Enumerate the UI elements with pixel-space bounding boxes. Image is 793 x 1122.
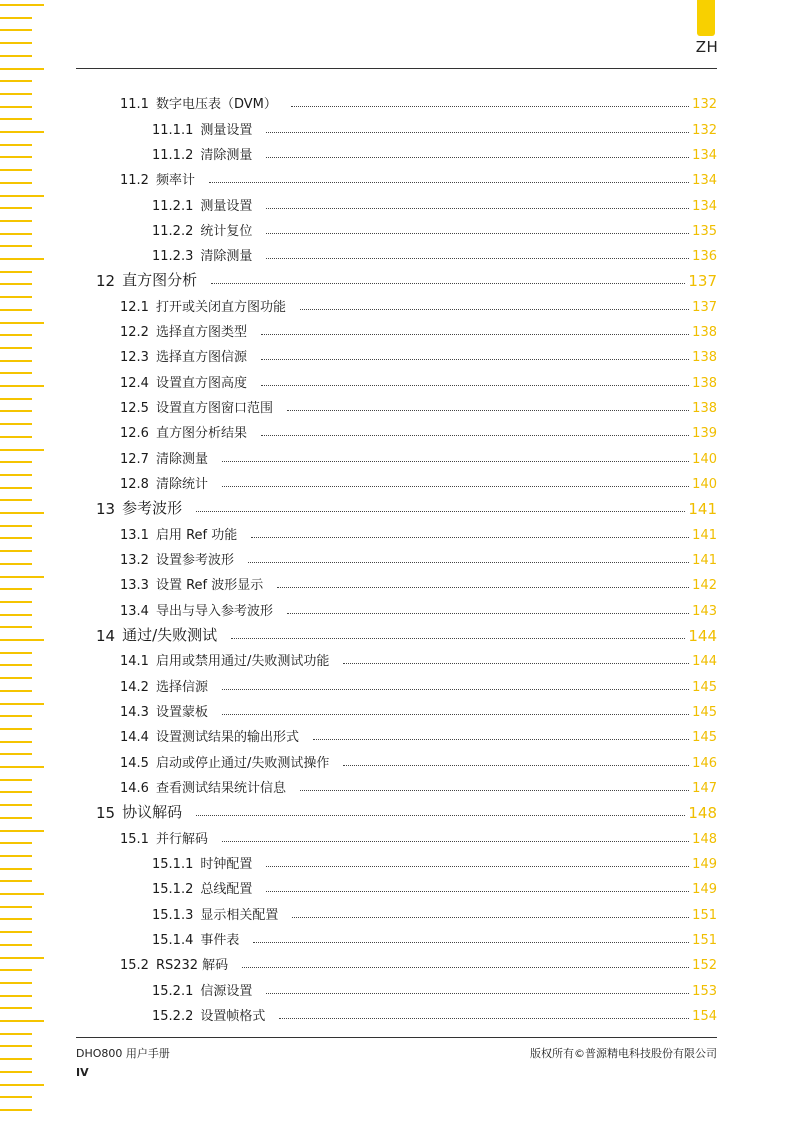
toc-dot-leader: [211, 283, 685, 284]
toc-chapter-entry[interactable]: [0, 800, 717, 822]
toc-title: 数字电压表（DVM）: [155, 97, 277, 112]
toc-page-number: 140: [692, 452, 717, 467]
toc-title: 设置直方图高度: [155, 376, 247, 391]
page-number: IV: [76, 1066, 89, 1079]
toc-dot-leader: [287, 410, 689, 411]
toc-title: 选择信源: [155, 680, 208, 695]
toc-page-number: 144: [688, 627, 717, 645]
toc-page-number: 137: [692, 300, 717, 315]
toc-page-number: 149: [692, 882, 717, 897]
margin-tick: [0, 1045, 32, 1047]
toc-dot-leader: [266, 208, 689, 209]
toc-title: 打开或关闭直方图功能: [155, 300, 286, 315]
toc-page-number: 148: [688, 804, 717, 822]
margin-tick: [0, 17, 32, 19]
toc-section-entry[interactable]: [0, 345, 717, 365]
toc-section-entry[interactable]: [0, 725, 717, 745]
toc-subsection-entry[interactable]: [0, 903, 717, 923]
toc-subsection-entry[interactable]: [0, 244, 717, 264]
margin-tick: [0, 29, 32, 31]
toc-dot-leader: [261, 385, 689, 386]
toc-page-number: 146: [692, 756, 717, 771]
toc-title: 并行解码: [155, 832, 208, 847]
toc-number: 15.1.1: [152, 857, 194, 872]
toc-dot-leader: [222, 714, 689, 715]
toc-subsection-entry[interactable]: [0, 979, 717, 999]
toc-dot-leader: [231, 638, 685, 639]
toc-dot-leader: [292, 917, 689, 918]
toc-number: 14: [96, 627, 116, 645]
toc-number: 12.1: [120, 300, 149, 315]
toc-page-number: 149: [692, 857, 717, 872]
margin-tick: [0, 1071, 32, 1073]
toc-dot-leader: [209, 182, 689, 183]
toc-number: 15.2.2: [152, 1009, 194, 1024]
toc-title: 统计复位: [200, 224, 253, 239]
toc-dot-leader: [343, 663, 689, 664]
toc-number: 11.1.1: [152, 123, 194, 138]
margin-tick: [0, 1109, 32, 1111]
toc-title: 时钟配置: [200, 857, 253, 872]
toc-page-number: 138: [692, 401, 717, 416]
toc-number: 13.4: [120, 604, 149, 619]
toc-dot-leader: [266, 866, 689, 867]
toc-number: 12.3: [120, 350, 149, 365]
toc-title: 设置直方图窗口范围: [155, 401, 273, 416]
toc-title: 信源设置: [200, 984, 253, 999]
toc-title: 清除测量: [200, 148, 253, 163]
toc-title: 参考波形: [122, 499, 183, 517]
toc-dot-leader: [266, 233, 689, 234]
toc-dot-leader: [242, 967, 689, 968]
toc-page-number: 151: [692, 908, 717, 923]
toc-title: 清除统计: [155, 477, 208, 492]
toc-number: 15.2.1: [152, 984, 194, 999]
toc-section-entry[interactable]: [0, 421, 717, 441]
toc-dot-leader: [266, 258, 689, 259]
toc-number: 15.1: [120, 832, 149, 847]
toc-title: 测量设置: [200, 123, 253, 138]
toc-dot-leader: [253, 942, 689, 943]
footer-copyright: 版权所有©普源精电科技股份有限公司: [530, 1047, 717, 1060]
toc-number: 15.2: [120, 958, 149, 973]
toc-page-number: 138: [692, 376, 717, 391]
margin-tick: [0, 1084, 44, 1086]
toc-chapter-entry[interactable]: [0, 623, 717, 645]
toc-number: 11.1.2: [152, 148, 194, 163]
toc-page-number: 134: [692, 148, 717, 163]
toc-page-number: 139: [692, 426, 717, 441]
toc-number: 14.3: [120, 705, 149, 720]
toc-section-entry[interactable]: [0, 371, 717, 391]
toc-title: 显示相关配置: [200, 908, 279, 923]
toc-page-number: 145: [692, 730, 717, 745]
margin-tick: [0, 68, 44, 70]
toc-dot-leader: [261, 435, 689, 436]
margin-tick: [0, 55, 32, 57]
toc-dot-leader: [248, 562, 689, 563]
toc-dot-leader: [196, 815, 685, 816]
toc-number: 14.2: [120, 680, 149, 695]
toc-dot-leader: [251, 537, 689, 538]
toc-chapter-entry[interactable]: [0, 496, 717, 518]
toc-number: 13.2: [120, 553, 149, 568]
language-tab-marker: [697, 0, 715, 36]
toc-title: 频率计: [155, 173, 195, 188]
toc-number: 12: [96, 272, 116, 290]
toc-page-number: 154: [692, 1009, 717, 1024]
toc-dot-leader: [279, 1018, 689, 1019]
toc-number: 13: [96, 500, 116, 518]
toc-title: 设置参考波形: [155, 553, 234, 568]
language-label: ZH: [695, 38, 719, 56]
toc-page-number: 141: [692, 528, 717, 543]
toc-number: 11.1: [120, 97, 149, 112]
toc-title: 直方图分析结果: [155, 426, 247, 441]
toc-subsection-entry[interactable]: [0, 877, 717, 897]
toc-dot-leader: [222, 486, 689, 487]
toc-title: 清除测量: [200, 249, 253, 264]
toc-page-number: 152: [692, 958, 717, 973]
toc-title: 设置 Ref 波形显示: [155, 578, 264, 593]
toc-dot-leader: [196, 511, 685, 512]
toc-page-number: 140: [692, 477, 717, 492]
toc-title: 选择直方图类型: [155, 325, 247, 340]
margin-tick: [0, 80, 32, 82]
toc-subsection-entry[interactable]: [0, 928, 717, 948]
margin-tick: [0, 1096, 32, 1098]
toc-dot-leader: [300, 309, 689, 310]
toc-title: 直方图分析: [122, 271, 198, 289]
footer-manual-title: DHO800 用户手册: [76, 1047, 170, 1060]
toc-number: 12.8: [120, 477, 149, 492]
margin-tick: [0, 1033, 32, 1035]
toc-dot-leader: [222, 689, 689, 690]
toc-section-entry[interactable]: [0, 447, 717, 467]
toc-dot-leader: [222, 841, 689, 842]
toc-page-number: 143: [692, 604, 717, 619]
toc-subsection-entry[interactable]: [0, 118, 717, 138]
toc-title: 选择直方图信源: [155, 350, 247, 365]
toc-page-number: 135: [692, 224, 717, 239]
toc-dot-leader: [261, 334, 689, 335]
toc-subsection-entry[interactable]: [0, 852, 717, 872]
toc-section-entry[interactable]: [0, 295, 717, 315]
toc-section-entry[interactable]: [0, 320, 717, 340]
toc-dot-leader: [291, 106, 689, 107]
toc-number: 11.2.1: [152, 199, 194, 214]
toc-dot-leader: [287, 613, 689, 614]
footer-divider: [76, 1037, 717, 1038]
toc-page-number: 137: [688, 272, 717, 290]
toc-dot-leader: [266, 891, 689, 892]
toc-page-number: 132: [692, 97, 717, 112]
toc-dot-leader: [266, 157, 689, 158]
toc-dot-leader: [300, 790, 689, 791]
toc-subsection-entry[interactable]: [0, 194, 717, 214]
toc-number: 15.1.3: [152, 908, 194, 923]
toc-page-number: 145: [692, 705, 717, 720]
toc-page-number: 138: [692, 350, 717, 365]
toc-section-entry[interactable]: [0, 675, 717, 695]
toc-number: 12.7: [120, 452, 149, 467]
toc-title: 设置测试结果的输出形式: [155, 730, 299, 745]
toc-page-number: 138: [692, 325, 717, 340]
toc-number: 14.4: [120, 730, 149, 745]
toc-title: 设置蒙板: [155, 705, 208, 720]
toc-number: 11.2.2: [152, 224, 194, 239]
toc-page-number: 141: [692, 553, 717, 568]
toc-section-entry[interactable]: [0, 599, 717, 619]
toc-number: 15: [96, 804, 116, 822]
toc-section-entry[interactable]: [0, 573, 717, 593]
toc-number: 14.6: [120, 781, 149, 796]
toc-page-number: 132: [692, 123, 717, 138]
toc-number: 11.2: [120, 173, 149, 188]
toc-section-entry[interactable]: [0, 548, 717, 568]
toc-title: 总线配置: [200, 882, 253, 897]
toc-title: 设置帧格式: [200, 1009, 266, 1024]
toc-title: 事件表: [200, 933, 240, 948]
toc-title: 启用 Ref 功能: [155, 528, 238, 543]
toc-page-number: 134: [692, 173, 717, 188]
toc-dot-leader: [266, 132, 689, 133]
toc-number: 12.5: [120, 401, 149, 416]
toc-number: 11.2.3: [152, 249, 194, 264]
toc-section-entry[interactable]: [0, 953, 717, 973]
toc-dot-leader: [261, 359, 689, 360]
toc-section-entry[interactable]: [0, 168, 717, 188]
margin-tick: [0, 4, 44, 6]
toc-dot-leader: [222, 461, 689, 462]
toc-dot-leader: [313, 739, 689, 740]
toc-subsection-entry[interactable]: [0, 1004, 717, 1024]
toc-title: 启用或禁用通过/失败测试功能: [155, 654, 330, 669]
toc-chapter-entry[interactable]: [0, 268, 717, 290]
toc-subsection-entry[interactable]: [0, 143, 717, 163]
toc-number: 13.1: [120, 528, 149, 543]
margin-tick: [0, 1058, 32, 1060]
toc-page-number: 142: [692, 578, 717, 593]
toc-page-number: 144: [692, 654, 717, 669]
toc-page-number: 141: [688, 500, 717, 518]
toc-section-entry[interactable]: [0, 827, 717, 847]
toc-dot-leader: [266, 993, 689, 994]
toc-number: 14.5: [120, 756, 149, 771]
toc-section-entry[interactable]: [0, 751, 717, 771]
toc-number: 12.4: [120, 376, 149, 391]
toc-page-number: 153: [692, 984, 717, 999]
toc-page-number: 134: [692, 199, 717, 214]
toc-page-number: 147: [692, 781, 717, 796]
margin-tick: [0, 42, 32, 44]
toc-number: 14.1: [120, 654, 149, 669]
toc-number: 12.6: [120, 426, 149, 441]
header-divider: [76, 68, 717, 69]
toc-section-entry[interactable]: [0, 523, 717, 543]
toc-dot-leader: [343, 765, 689, 766]
toc-page-number: 145: [692, 680, 717, 695]
toc-title: 清除测量: [155, 452, 208, 467]
toc-page-number: 148: [692, 832, 717, 847]
toc-section-entry[interactable]: [0, 92, 717, 112]
toc-page-number: 151: [692, 933, 717, 948]
toc-title: 通过/失败测试: [122, 626, 218, 644]
toc-section-entry[interactable]: [0, 700, 717, 720]
toc-section-entry[interactable]: [0, 776, 717, 796]
toc-dot-leader: [277, 587, 689, 588]
toc-number: 12.2: [120, 325, 149, 340]
toc-section-entry[interactable]: [0, 396, 717, 416]
toc-number: 15.1.4: [152, 933, 194, 948]
toc-title: 测量设置: [200, 199, 253, 214]
toc-page-number: 136: [692, 249, 717, 264]
toc-number: 13.3: [120, 578, 149, 593]
toc-title: 启动或停止通过/失败测试操作: [155, 756, 330, 771]
toc-title: 导出与导入参考波形: [155, 604, 273, 619]
toc-title: 协议解码: [122, 803, 183, 821]
toc-number: 15.1.2: [152, 882, 194, 897]
toc-section-entry[interactable]: [0, 649, 717, 669]
toc-title: RS232 解码: [155, 958, 229, 973]
toc-section-entry[interactable]: [0, 472, 717, 492]
toc-subsection-entry[interactable]: [0, 219, 717, 239]
toc-title: 查看测试结果统计信息: [155, 781, 286, 796]
